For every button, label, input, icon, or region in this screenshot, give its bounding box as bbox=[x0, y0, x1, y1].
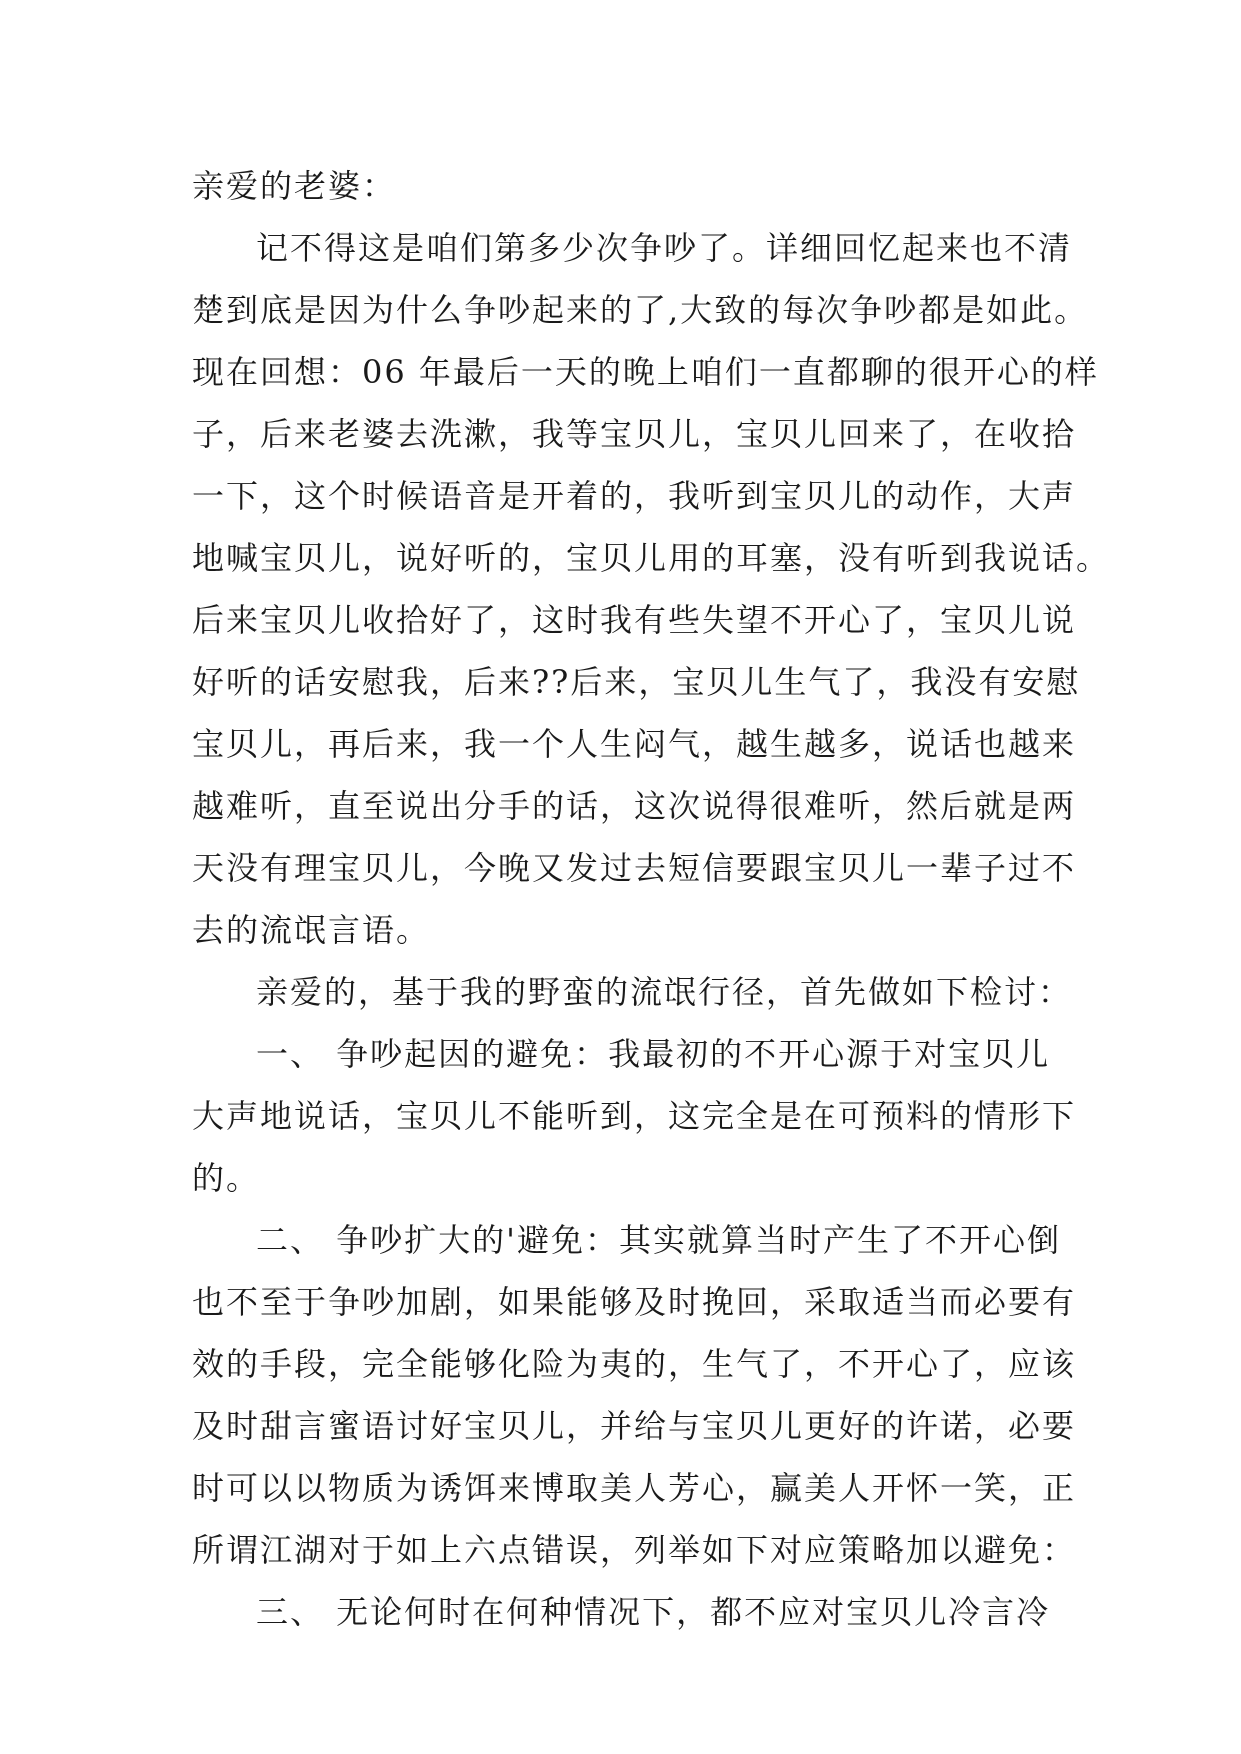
paragraph-line: 地喊宝贝儿，说好听的，宝贝儿用的耳塞，没有听到我说话。 bbox=[192, 539, 1111, 577]
paragraph-line: 也不至于争吵加剧，如果能够及时挽回，采取适当而必要有 bbox=[192, 1283, 1077, 1321]
paragraph-line: 及时甜言蜜语讨好宝贝儿，并给与宝贝儿更好的许诺，必要 bbox=[192, 1407, 1077, 1445]
paragraph-line: 越难听，直至说出分手的话，这次说得很难听，然后就是两 bbox=[192, 787, 1077, 825]
paragraph-line: 现在回想：06 年最后一天的晚上咱们一直都聊的很开心的样 bbox=[192, 353, 1099, 391]
list-item-line: 一、 争吵起因的避免：我最初的不开心源于对宝贝儿 bbox=[256, 1035, 1051, 1073]
letter-body bbox=[192, 155, 1111, 1643]
paragraph-line: 大声地说话，宝贝儿不能听到，这完全是在可预料的情形下 bbox=[192, 1097, 1077, 1135]
paragraph-line: 亲爱的，基于我的野蛮的流氓行径，首先做如下检讨： bbox=[256, 973, 1073, 1011]
paragraph-line: 子，后来老婆去洗漱，我等宝贝儿，宝贝儿回来了，在收拾 bbox=[192, 415, 1077, 453]
paragraph-line: 效的手段，完全能够化险为夷的，生气了，不开心了，应该 bbox=[192, 1345, 1077, 1383]
paragraph-line: 天没有理宝贝儿，今晚又发过去短信要跟宝贝儿一辈子过不 bbox=[192, 849, 1077, 887]
paragraph-line: 时可以以物质为诱饵来博取美人芳心，赢美人开怀一笑，正 bbox=[192, 1469, 1077, 1507]
paragraph-line: 所谓江湖对于如上六点错误，列举如下对应策略加以避免： bbox=[192, 1531, 1077, 1569]
paragraph-line: 楚到底是因为什么争吵起来的了,大致的每次争吵都是如此。 bbox=[192, 291, 1089, 329]
paragraph-line: 一下，这个时候语音是开着的，我听到宝贝儿的动作，大声 bbox=[192, 477, 1077, 515]
list-item-line: 二、 争吵扩大的'避免：其实就算当时产生了不开心倒 bbox=[256, 1221, 1061, 1259]
paragraph-line: 好听的话安慰我，后来??后来，宝贝儿生气了，我没有安慰 bbox=[192, 663, 1081, 701]
list-item-line: 三、 无论何时在何种情况下，都不应对宝贝儿冷言冷 bbox=[256, 1593, 1051, 1631]
paragraph-line: 的。 bbox=[192, 1159, 261, 1197]
paragraph-line: 宝贝儿，再后来，我一个人生闷气，越生越多，说话也越来 bbox=[192, 725, 1077, 763]
paragraph-line: 记不得这是咱们第多少次争吵了。详细回忆起来也不清 bbox=[256, 229, 1073, 267]
salutation: 亲爱的老婆： bbox=[192, 167, 397, 205]
paragraph-line: 去的流氓言语。 bbox=[192, 911, 431, 949]
paragraph-line: 后来宝贝儿收拾好了，这时我有些失望不开心了，宝贝儿说 bbox=[192, 601, 1077, 639]
